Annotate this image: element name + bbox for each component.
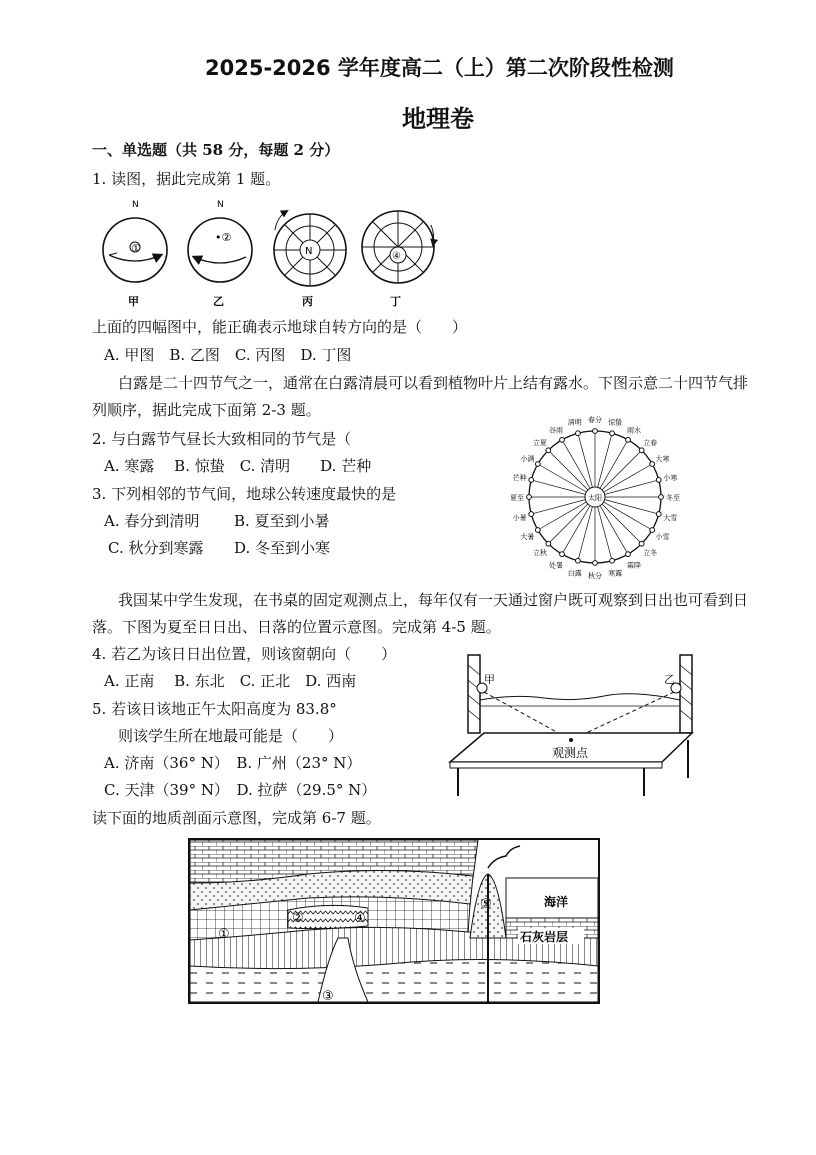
earth-position <box>593 561 598 566</box>
solar-term-label: 夏至 <box>510 494 524 502</box>
globe-yi <box>188 200 252 308</box>
intro-4-5-line1: 我国某中学生发现，在书桌的固定观测点上，每年仅有一天通过窗户既可观察到日出也可看到日 <box>118 591 749 609</box>
solar-terms-diagram <box>498 415 693 580</box>
solar-term-label: 小暑 <box>512 514 527 523</box>
solar-term-label: 霜降 <box>627 561 641 570</box>
north-pole: N <box>305 246 313 257</box>
solar-term-label: 雨水 <box>627 426 641 435</box>
section-heading: 一、单选题（共 58 分，每题 2 分） <box>92 141 340 159</box>
solar-term-label: 大暑 <box>520 533 535 541</box>
solar-term-label: 大雪 <box>663 514 678 523</box>
solar-term-label: 寒露 <box>608 569 623 578</box>
earth-position <box>656 478 661 483</box>
earth-position <box>610 431 615 436</box>
q3-option-b: B. 夏至到小暑 <box>234 512 330 530</box>
earth-position <box>560 437 565 442</box>
earth-position <box>535 528 540 533</box>
earth-position <box>529 512 534 517</box>
globe-bing <box>274 211 346 308</box>
observation-point-label: 观测点 <box>552 746 589 760</box>
globe-ding <box>362 211 434 308</box>
q3-option-a: A. 春分到清明 <box>104 512 200 530</box>
earth-position <box>626 437 631 442</box>
label-yi: 乙 <box>213 295 224 308</box>
q5-options-ab: A. 济南（36° N） B. 广州（23° N） <box>104 754 362 772</box>
label-jia: 甲 <box>128 295 139 308</box>
solar-term-label: 处暑 <box>549 561 563 570</box>
label-ding: 丁 <box>390 295 401 308</box>
window-diagram <box>444 650 696 798</box>
sun-jia-label: 甲 <box>484 673 495 686</box>
geologic-section-diagram <box>188 838 600 1004</box>
rock-marker-4: ④ <box>354 911 366 926</box>
rotation-diagrams <box>95 195 455 310</box>
intro-2-3-line1: 白露是二十四节气之一，通常在白露清晨可以看到植物叶片上结有露水。下图示意二十四节气排 <box>118 374 749 392</box>
solar-term-label: 立夏 <box>532 438 547 447</box>
solar-term-label: 立冬 <box>643 549 658 558</box>
rock-marker-3: ③ <box>322 989 334 1004</box>
solar-term-label: 小雪 <box>655 533 670 541</box>
solar-term-label: 白露 <box>567 569 582 578</box>
earth-position <box>659 495 664 500</box>
solar-term-label: 秋分 <box>588 572 602 580</box>
solar-term-label: 小满 <box>520 455 535 463</box>
sun-label: 太阳 <box>588 494 602 502</box>
marker-4: ④ <box>392 251 401 262</box>
q4-stem: 4. 若乙为该日日出位置，则该窗朝向（ ） <box>92 645 397 663</box>
rock-marker-2: ② <box>292 911 304 926</box>
earth-position <box>639 541 644 546</box>
earth-position <box>656 512 661 517</box>
exam-subtitle: 地理卷 <box>402 105 474 133</box>
marker-1: ① <box>131 242 141 255</box>
earth-position <box>576 558 581 563</box>
label-bing: 丙 <box>302 295 313 308</box>
solar-term-label: 芒种 <box>512 473 527 482</box>
solar-term-label: 小寒 <box>663 473 678 482</box>
solar-term-label: 立秋 <box>532 549 547 558</box>
earth-position <box>560 552 565 557</box>
q2-stem: 2. 与白露节气昼长大致相同的节气是（ <box>92 430 352 448</box>
q1-question: 上面的四幅图中，能正确表示地球自转方向的是（ ） <box>92 318 468 336</box>
q5-stem-2: 则该学生所在地最可能是（ ） <box>118 727 344 745</box>
solar-term-label: 春分 <box>588 416 602 424</box>
limestone-label: 石灰岩层 <box>520 930 569 944</box>
q3-option-c: C. 秋分到寒露 <box>108 539 204 557</box>
globe-jia <box>103 200 167 308</box>
earth-position <box>626 552 631 557</box>
earth-position <box>593 429 598 434</box>
earth-position <box>529 478 534 483</box>
intro-4-5-line2: 落。下图为夏至日日出、日落的位置示意图。完成第 4-5 题。 <box>92 618 501 636</box>
q1-stem: 1. 读图，据此完成第 1 题。 <box>92 170 281 188</box>
q4-options: A. 正南 B. 东北 C. 正北 D. 西南 <box>104 672 357 690</box>
q2-options: A. 寒露 B. 惊蛰 C. 清明 D. 芒种 <box>104 457 372 475</box>
solar-term-label: 冬至 <box>666 494 680 502</box>
north-label: N <box>132 200 139 210</box>
solar-term-label: 谷雨 <box>549 426 563 435</box>
ocean-label: 海洋 <box>544 895 569 909</box>
earth-position <box>650 528 655 533</box>
earth-position <box>527 495 532 500</box>
exam-title: 2025-2026 学年度高二（上）第二次阶段性检测 <box>205 56 674 80</box>
solar-term-label: 清明 <box>567 418 582 427</box>
q3-stem: 3. 下列相邻的节气间，地球公转速度最快的是 <box>92 485 397 503</box>
intro-6-7: 读下面的地质剖面示意图，完成第 6-7 题。 <box>92 809 381 827</box>
earth-position <box>639 448 644 453</box>
earth-position <box>610 558 615 563</box>
sun-yi-label: 乙 <box>664 673 675 686</box>
q1-options: A. 甲图 B. 乙图 C. 丙图 D. 丁图 <box>104 346 352 364</box>
solar-term-label: 大寒 <box>655 455 670 463</box>
earth-position <box>546 448 551 453</box>
rock-marker-1: ① <box>218 927 230 942</box>
q3-option-d: D. 冬至到小寒 <box>234 539 331 557</box>
earth-position <box>576 431 581 436</box>
solar-term-label: 立春 <box>643 438 658 447</box>
rock-marker-5: ⑤ <box>480 897 492 912</box>
q5-stem: 5. 若该日该地正午太阳高度为 83.8° <box>92 700 337 718</box>
earth-position <box>650 462 655 467</box>
north-label: N <box>217 200 224 210</box>
solar-term-label: 惊蛰 <box>608 418 623 427</box>
earth-position <box>535 462 540 467</box>
marker-2: •② <box>215 231 232 244</box>
q5-options-cd: C. 天津（39° N） D. 拉萨（29.5° N） <box>104 781 377 799</box>
intro-2-3-line2: 列顺序，据此完成下面第 2-3 题。 <box>92 401 321 419</box>
earth-position <box>546 541 551 546</box>
